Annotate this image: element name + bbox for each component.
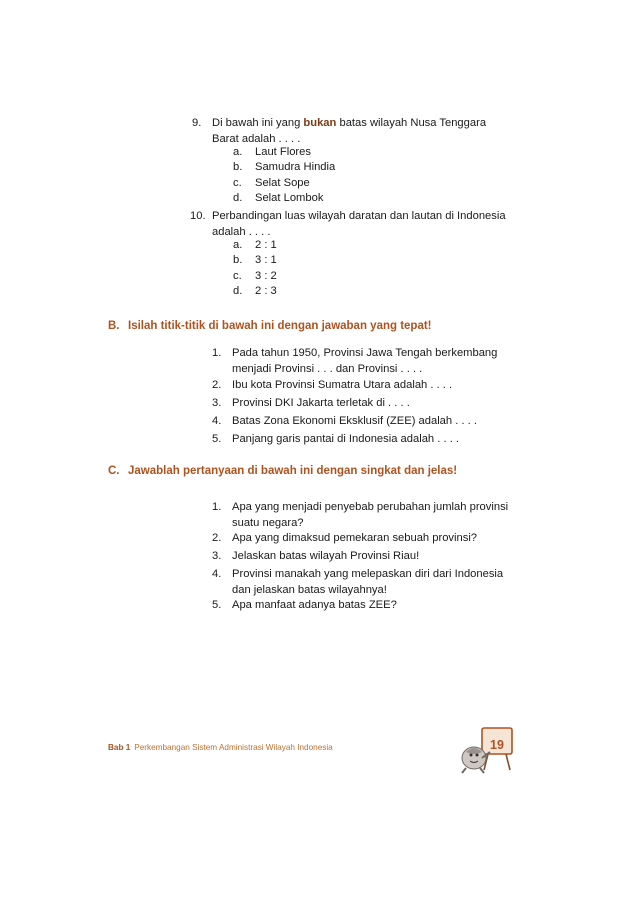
option: b. Samudra Hindia [233, 161, 336, 174]
question-number: 10. [190, 210, 206, 222]
section-letter: C. [108, 465, 120, 477]
section-title: Jawablah pertanyaan di bawah ini dengan singkat dan jelas! [128, 465, 458, 477]
question-9 [192, 116, 512, 147]
question-10-options [233, 238, 277, 300]
option: d. Selat Lombok [233, 192, 324, 205]
option: c. 3 : 2 [233, 269, 277, 282]
section-title: Isilah titik-titik di bawah ini dengan jawaban yang tepat! [128, 320, 432, 332]
option: a. Laut Flores [233, 146, 311, 158]
question-number: 9. [192, 117, 202, 129]
list-item: 1. Pada tahun 1950, Provinsi Jawa Tengah berkembang menjadi Provinsi . . . dan Provinsi . . . . [212, 347, 498, 375]
section-letter: B. [108, 320, 120, 332]
list-item: 4. Provinsi manakah yang melepaskan diri dari Indonesia dan jelaskan batas wilayahnya! [212, 568, 504, 596]
option: c. Selat Sope [233, 176, 310, 189]
list-item: 4. Batas Zona Ekonomi Eksklusif (ZEE) adalah . . . . [212, 415, 477, 427]
list-item: 3. Provinsi DKI Jakarta terletak di . . . . [212, 397, 410, 409]
chapter-title: Perkembangan Sistem Administrasi Wilayah Indonesia [134, 743, 333, 752]
list-item: 1. Apa yang menjadi penyebab perubahan jumlah provinsi suatu negara? [212, 501, 509, 529]
option: d. 2 : 3 [233, 285, 277, 298]
list-item: 5. Panjang garis pantai di Indonesia adalah . . . . [212, 433, 460, 445]
list-item: 2. Ibu kota Provinsi Sumatra Utara adalah . . . . [212, 379, 453, 391]
list-item: 5. Apa manfaat adanya batas ZEE? [212, 599, 397, 611]
question-9-options [233, 145, 335, 207]
question-text: Perbandingan luas wilayah daratan dan lautan di Indonesia adalah . . . . [212, 210, 506, 238]
chapter-label: Bab 1 [108, 743, 131, 752]
list-item: 3. Jelaskan batas wilayah Provinsi Riau! [212, 550, 420, 562]
list-item: 2. Apa yang dimaksud pemekaran sebuah provinsi? [212, 532, 478, 544]
mascot-illustration-icon [458, 722, 518, 774]
question-text: Di bawah ini yang bukan batas wilayah Nusa Tenggara Barat adalah . . . . [212, 117, 487, 145]
option: b. 3 : 1 [233, 254, 277, 267]
page-number: 19 [490, 738, 504, 752]
section-b-heading [108, 320, 432, 332]
question-10 [190, 209, 512, 240]
section-c-heading [108, 465, 457, 477]
option: a. 2 : 1 [233, 239, 277, 251]
page-footer [108, 743, 333, 752]
